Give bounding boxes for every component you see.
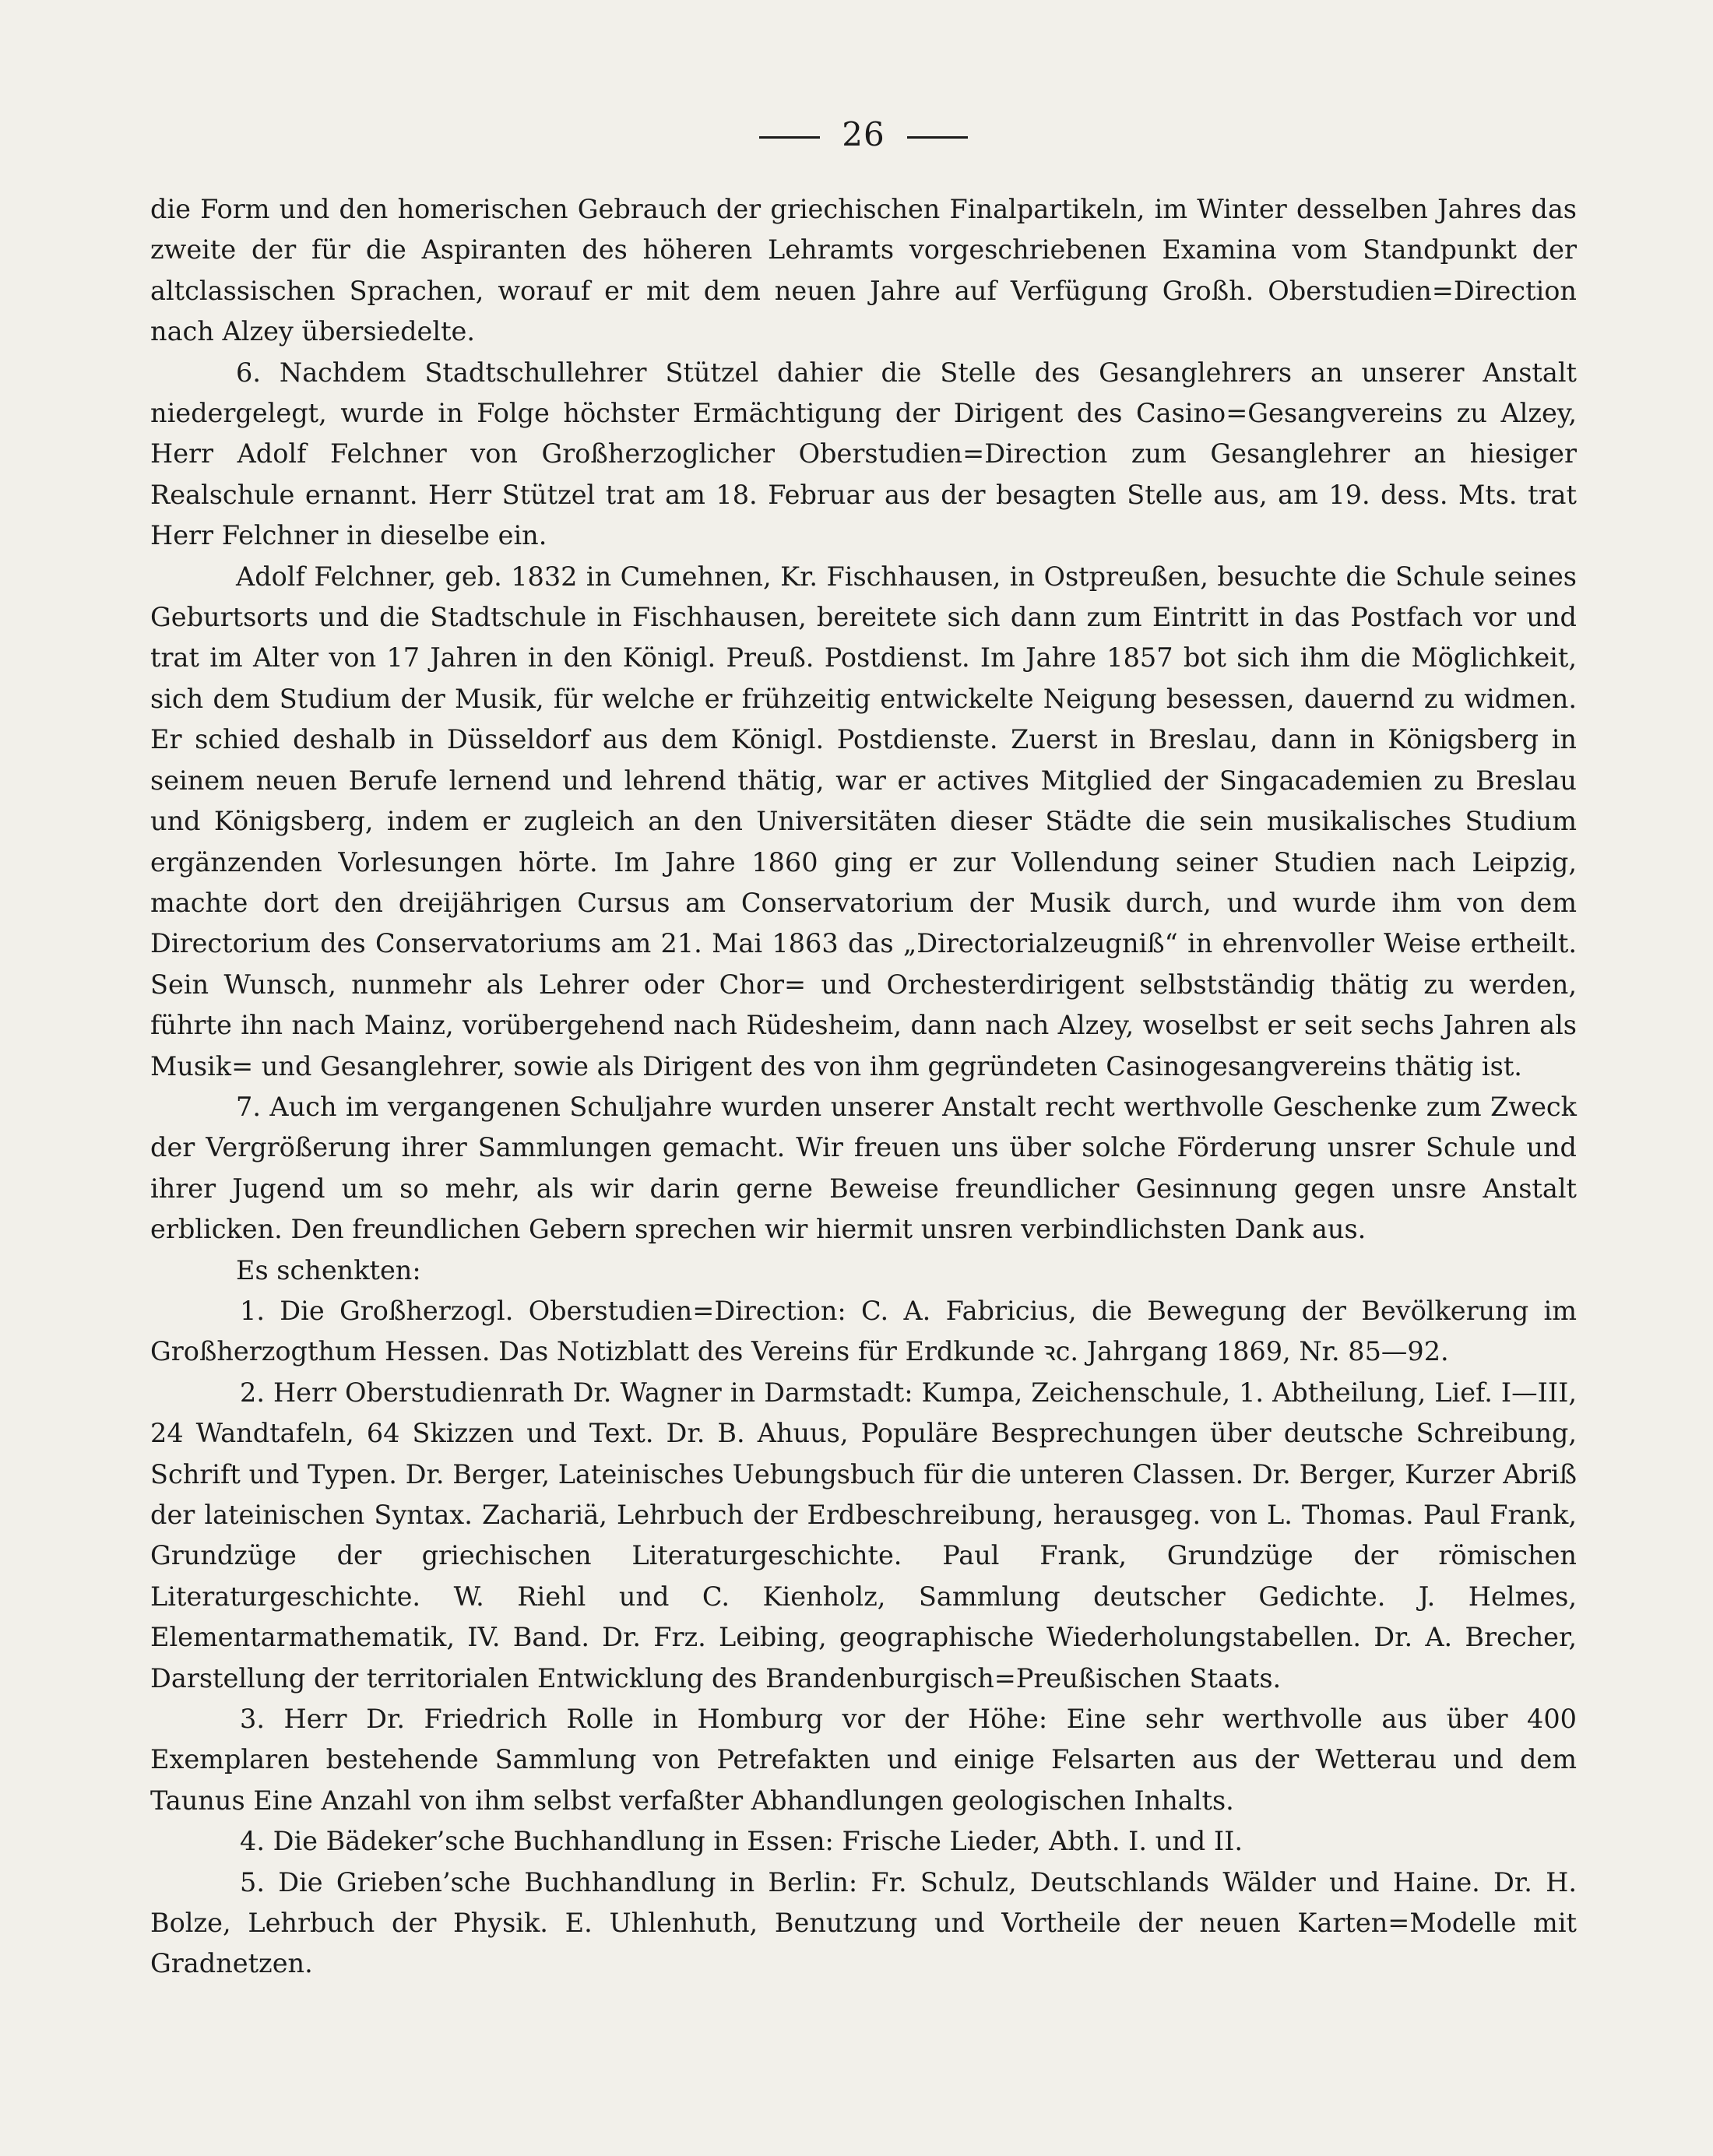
paragraph-es-schenkten: Es schenkten:: [236, 1254, 421, 1286]
paragraph-item-7: 7. Auch im vergangenen Schuljahre wurden unserer Anstalt recht werthvolle Geschenke zum Zweck der Vergrößerung ihrer Sammlungen gemacht. Wir freuen uns über solche Förderung unsrer Schule und ihrer Jugend um so mehr, als wir darin gerne Beweise freundlicher Gesinnung gegen unsre Anstalt erblicken. Den freundlichen Gebern sprechen wir hiermit unsren verbindlichsten Dank aus.: [150, 1091, 1577, 1245]
gift-item-4: 4. Die Bädeker’sche Buchhandlung in Essen: Frische Lieder, Abth. I. und II.: [240, 1826, 1243, 1857]
page-number: [150, 115, 1577, 153]
right-dash: [907, 136, 968, 139]
paragraph-biography: Adolf Felchner, geb. 1832 in Cumehnen, Kr. Fischhausen, in Ostpreußen, besuchte die Schule seines Geburtsorts und die Stadtschule in Fischhausen, bereitete sich dann zum Eintritt in das Postfach vor und trat im Alter von 17 Jahren in den Königl. Preuß. Postdienst. Im Jahre 1857 bot sich ihm die Möglichkeit, sich dem Studium der Musik, für welche er frühzeitig entwickelte Neigung besessen, dauernd zu widmen. Er schied deshalb in Düsseldorf aus dem Königl. Postdienste. Zuerst in Breslau, dann in Königsberg in seinem neuen Berufe lernend und lehrend thätig, war er actives Mitglied der Singacademien zu Breslau und Königsberg, indem er zugleich an den Universitäten dieser Städte die sein musikalisches Studium ergänzenden Vorlesungen hörte. Im Jahre 1860 ging er zur Vollendung seiner Studien nach Leipzig, machte dort den dreijährigen Cursus am Conservatorium der Musik durch, und wurde ihm von dem Directorium des Conservatoriums am 21. Mai 1863 das „Directorialzeugniß“ in ehrenvoller Weise ertheilt. Sein Wunsch, nunmehr als Lehrer oder Chor= und Orchesterdirigent selbstständig thätig zu werden, führte ihn nach Mainz, vorübergehend nach Rüdesheim, dann nach Alzey, woselbst er seit sechs Jahren als Musik= und Gesanglehrer, sowie als Dirigent des von ihm gegründeten Casinogesangvereins thätig ist.: [150, 561, 1577, 1082]
gift-item-1: 1. Die Großherzogl. Oberstudien=Direction: C. A. Fabricius, die Bewegung der Bevölkerung im Großherzogthum Hessen. Das Notizblatt des Vereins für Erdkunde ꝛc. Jahrgang 1869, Nr. 85—92.: [150, 1295, 1577, 1367]
left-dash: [759, 136, 820, 139]
gift-item-5: 5. Die Grieben’sche Buchhandlung in Berlin: Fr. Schulz, Deutschlands Wälder und Haine. Dr. H. Bolze, Lehrbuch der Physik. E. Uhlenhuth, Benutzung und Vortheile der neuen Karten=Modelle mit Gradnetzen.: [150, 1866, 1577, 1979]
gift-item-2: 2. Herr Oberstudienrath Dr. Wagner in Darmstadt: Kumpa, Zeichenschule, 1. Abtheilung, Lief. I—III, 24 Wandtafeln, 64 Skizzen und Text. Dr. B. Ahuus, Populäre Besprechungen über deutsche Schreibung, Schrift und Typen. Dr. Berger, Lateinisches Uebungsbuch für die unteren Classen. Dr. Berger, Kurzer Abriß der lateinischen Syntax. Zachariä, Lehrbuch der Erdbeschreibung, herausgeg. von L. Thomas. Paul Frank, Grundzüge der griechischen Literaturgeschichte. Paul Frank, Grundzüge der römischen Literaturgeschichte. W. Riehl und C. Kienholz, Sammlung deutscher Gedichte. J. Helmes, Elementarmathematik, IV. Band. Dr. Frz. Leibing, geographische Wiederholungstabellen. Dr. A. Brecher, Darstellung der territorialen Entwicklung des Brandenburgisch=Preußischen Staats.: [150, 1377, 1577, 1693]
paragraph-continuation: die Form und den homerischen Gebrauch der griechischen Finalpartikeln, im Winter desselben Jahres das zweite der für die Aspiranten des höheren Lehramts vorgeschriebenen Examina vom Standpunkt der altclassischen Sprachen, worauf er mit dem neuen Jahre auf Verfügung Großh. Oberstudien=Direction nach Alzey übersiedelte.: [150, 194, 1577, 347]
page-number-text: 26: [842, 115, 885, 153]
gift-item-3: 3. Herr Dr. Friedrich Rolle in Homburg vor der Höhe: Eine sehr werthvolle aus über 400 Exemplaren bestehende Sammlung von Petrefakten und einige Felsarten aus der Wetterau und dem Taunus Eine Anzahl von ihm selbst verfaßter Abhandlungen geologischen Inhalts.: [150, 1704, 1577, 1816]
paragraph-item-6: 6. Nachdem Stadtschullehrer Stützel dahier die Stelle des Gesanglehrers an unserer Anstalt niedergelegt, wurde in Folge höchster Ermächtigung der Dirigent des Casino=Gesangvereins zu Alzey, Herr Adolf Felchner von Großherzoglicher Oberstudien=Direction zum Gesanglehrer an hiesiger Realschule ernannt. Herr Stützel trat am 18. Februar aus der besagten Stelle aus, am 19. dess. Mts. trat Herr Felchner in dieselbe ein.: [150, 357, 1577, 551]
body-text: [150, 189, 1577, 1985]
